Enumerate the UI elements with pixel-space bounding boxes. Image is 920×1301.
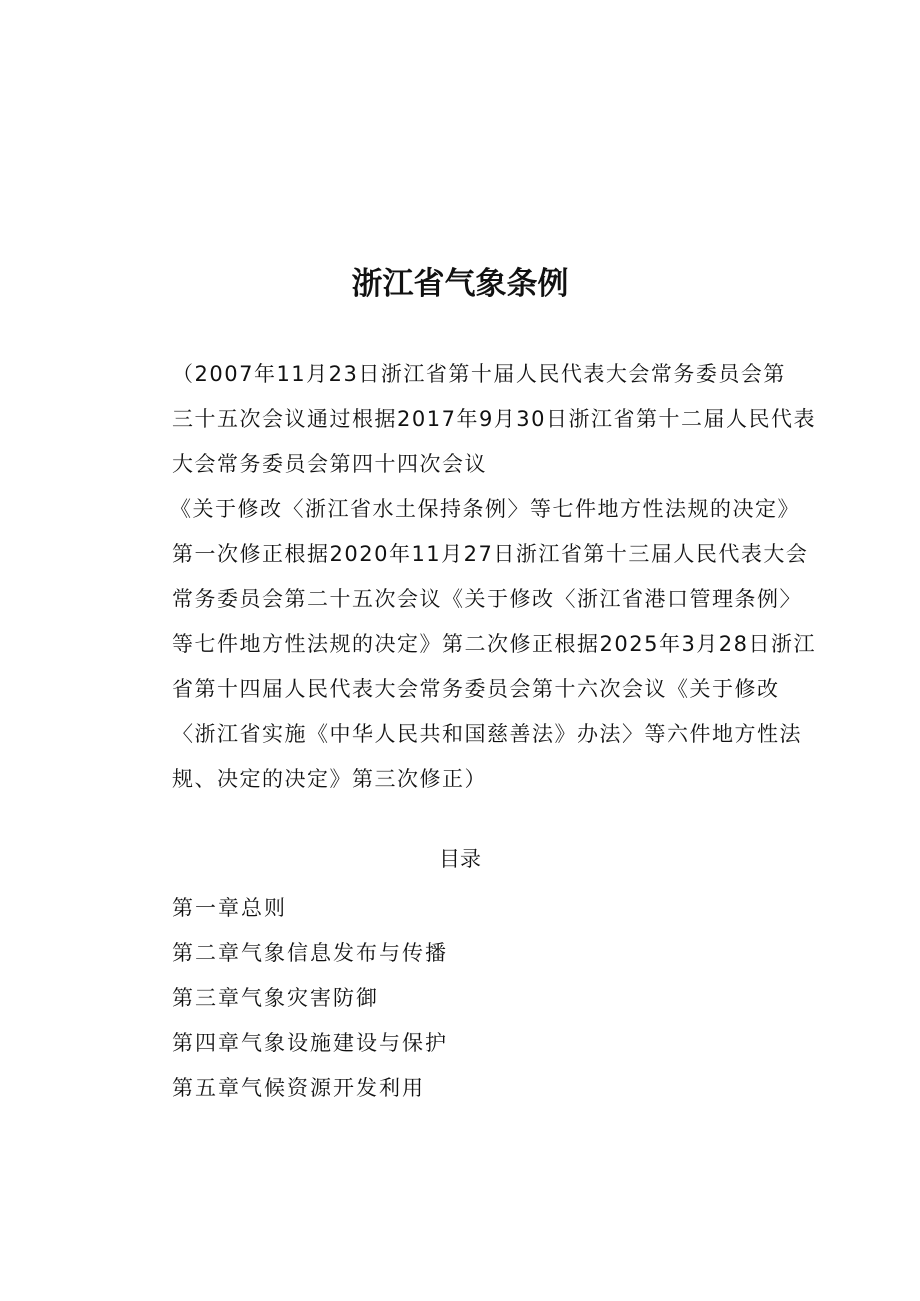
history-line: （2007年11月23日浙江省第十届人民代表大会常务委员会第 [172, 362, 786, 386]
history-line: 〈浙江省实施《中华人民共和国慈善法》办法〉等六件地方性法 [172, 722, 802, 746]
history-line: 省第十四届人民代表大会常务委员会第十六次会议《关于修改 [172, 677, 780, 701]
table-of-contents [172, 886, 448, 1111]
history-line: 规、决定的决定》第三次修正） [172, 767, 487, 791]
amendment-history [172, 352, 822, 802]
history-line: 三十五次会议通过根据2017年9月30日浙江省第十二届人民代表 [172, 407, 817, 431]
toc-item-chapter-3: 第三章气象灾害防御 [172, 986, 379, 1010]
toc-item-chapter-4: 第四章气象设施建设与保护 [172, 1031, 448, 1055]
history-line: 等七件地方性法规的决定》第二次修正根据2025年3月28日浙江 [172, 632, 817, 656]
toc-item-chapter-2: 第二章气象信息发布与传播 [172, 941, 448, 965]
history-line: 《关于修改〈浙江省水土保持条例〉等七件地方性法规的决定》 [170, 497, 800, 521]
history-line: 大会常务委员会第四十四次会议 [172, 452, 487, 476]
document-title: 浙江省气象条例 [351, 266, 569, 302]
history-line: 常务委员会第二十五次会议《关于修改〈浙江省港口管理条例〉 [172, 587, 802, 611]
toc-item-chapter-1: 第一章总则 [172, 896, 287, 920]
history-line: 第一次修正根据2020年11月27日浙江省第十三届人民代表大会 [172, 542, 809, 566]
toc-item-chapter-5: 第五章气候资源开发利用 [172, 1076, 425, 1100]
toc-heading: 目录 [439, 847, 481, 871]
